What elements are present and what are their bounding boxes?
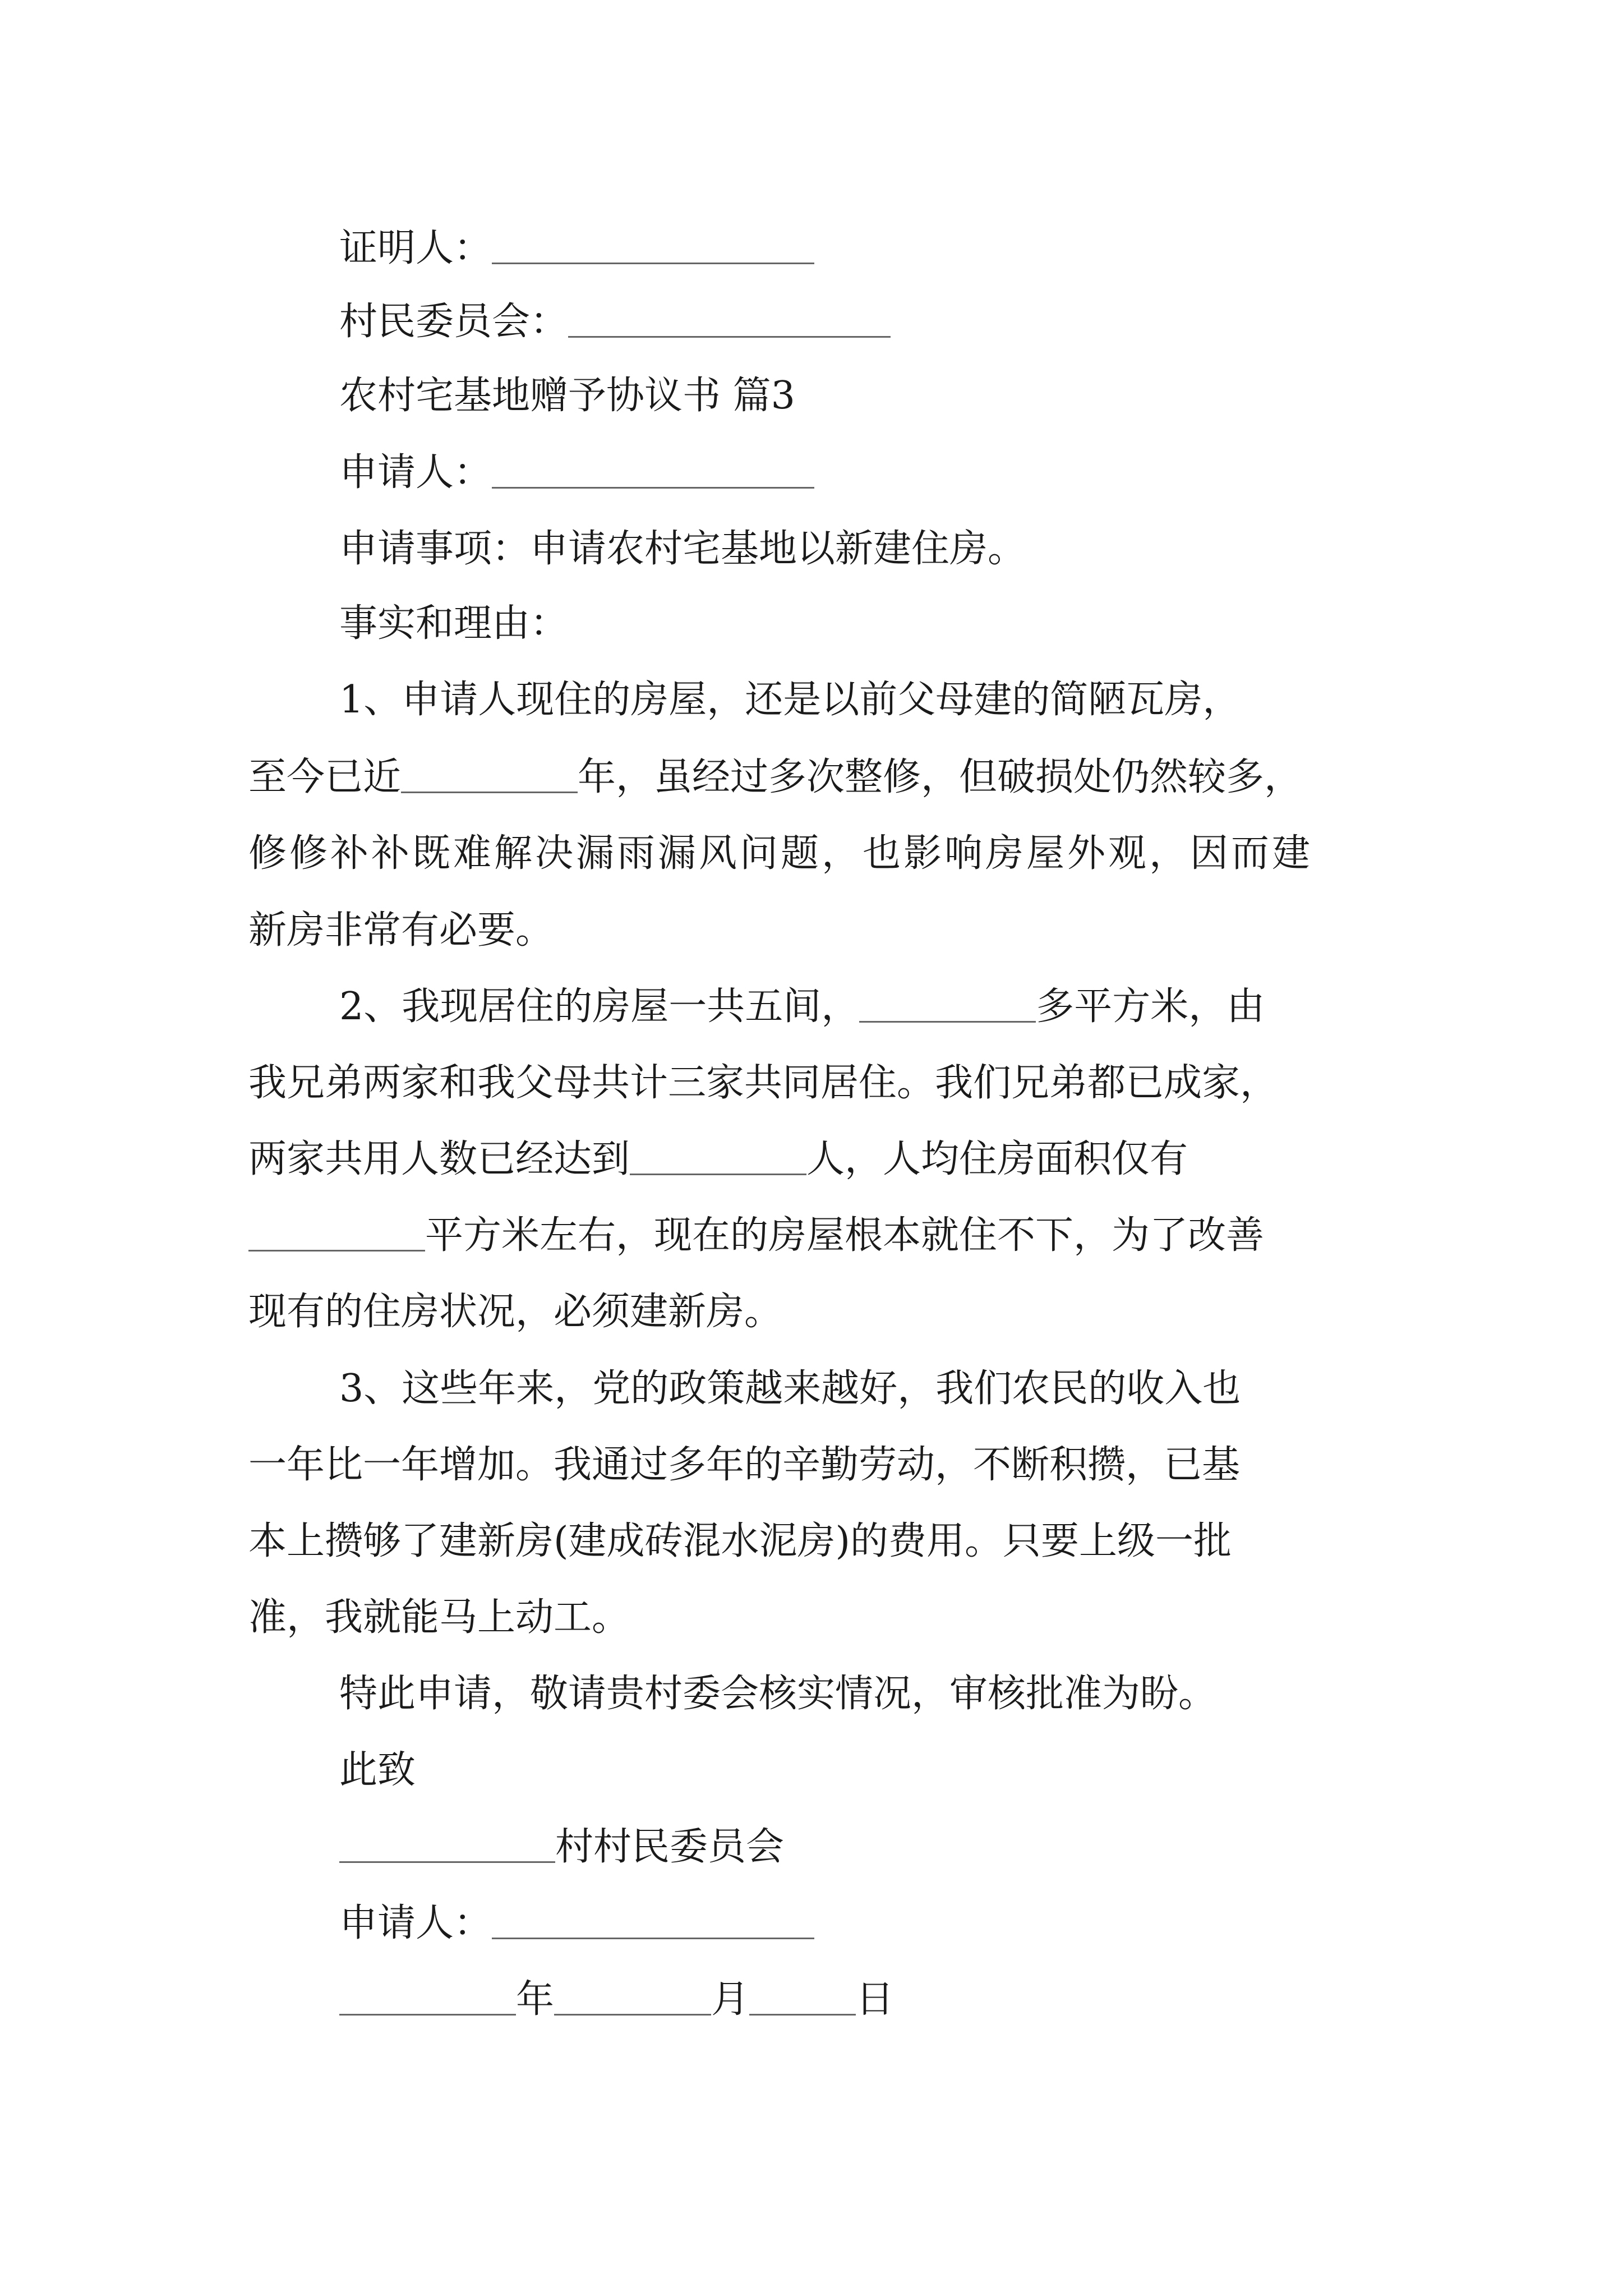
witness-blank: [492, 229, 814, 264]
p3-text-2: 一年比一年增加。我通过多年的辛勤劳动，不断积攒，已基: [248, 1443, 1241, 1487]
salutation-text: 此致: [339, 1748, 416, 1792]
p1-line-2: [0, 751, 1623, 804]
p1-text-2b: 年，虽经过多次整修，但破损处仍然较多，: [578, 755, 1303, 799]
year-blank: [339, 1980, 516, 2016]
applicant-label: 申请人：: [339, 450, 492, 495]
day-blank: [749, 1980, 856, 2016]
p2-line-3: [0, 1133, 1623, 1186]
p1-line-1: [0, 673, 1623, 727]
p1-text-4: 新房非常有必要。: [248, 908, 554, 953]
section-heading-text: 农村宅基地赠予协议书 篇3: [339, 374, 795, 418]
p1-text-2a: 至今已近: [248, 755, 402, 799]
applicant-line: [0, 446, 1623, 500]
years-blank: [401, 758, 578, 793]
p1-text-3: 修修补补既难解决漏雨漏风问题，也影响房屋外观，因而建: [248, 831, 1313, 876]
p2-text-3b: 人，人均住房面积仅有: [806, 1137, 1188, 1181]
date-day-label: 日: [856, 1977, 895, 2022]
p3-line-1: [0, 1362, 1623, 1416]
p2-text-1a: 2、我现居住的房屋一共五间，: [339, 984, 860, 1029]
p3-line-3: [0, 1515, 1623, 1568]
p3-line-2: [0, 1438, 1623, 1492]
applicant-blank: [492, 453, 814, 489]
month-blank: [554, 1980, 711, 2016]
p3-text-3: 本上攒够了建新房(建成砖混水泥房)的费用。只要上级一批: [248, 1519, 1232, 1563]
facts-heading-text: 事实和理由：: [339, 601, 569, 646]
applicant-label-2: 申请人：: [339, 1901, 492, 1945]
closing-line: [0, 1667, 1623, 1721]
per-capita-blank: [248, 1216, 425, 1251]
people-blank: [630, 1140, 806, 1175]
addressee-line: [0, 1820, 1623, 1874]
p2-line-1: [0, 980, 1623, 1034]
section-heading: [0, 369, 1623, 423]
matter-text: 申请事项：申请农村宅基地以新建住房。: [339, 527, 1026, 571]
closing-text: 特此申请，敬请贵村委会核实情况，审核批准为盼。: [339, 1672, 1217, 1716]
p3-text-1: 3、这些年来，党的政策越来越好，我们农民的收入也: [339, 1366, 1241, 1411]
village-committee-line: [0, 295, 1623, 349]
p1-line-3: [0, 827, 1623, 881]
p2-text-4b: 平方米左右，现在的房屋根本就住不下，为了改善: [425, 1213, 1265, 1258]
witness-label: 证明人：: [339, 226, 492, 270]
p2-text-5: 现有的住房状况，必须建新房。: [248, 1290, 783, 1334]
p2-line-5: [0, 1285, 1623, 1339]
applicant-signature-line: [0, 1897, 1623, 1950]
p1-line-4: [0, 904, 1623, 958]
p2-line-4: [0, 1209, 1623, 1263]
p3-line-4: [0, 1591, 1623, 1645]
village-committee-blank: [568, 302, 891, 338]
witness-line: [0, 222, 1623, 275]
p2-text-1b: 多平方米，由: [1036, 984, 1265, 1029]
p2-text-3a: 两家共用人数已经达到: [248, 1137, 630, 1181]
addressee-suffix: 村村民委员会: [555, 1825, 785, 1869]
matter-line: [0, 522, 1623, 576]
village-name-blank: [339, 1828, 555, 1863]
p1-text-1: 1、申请人现住的房屋，还是以前父母建的简陋瓦房，: [339, 678, 1241, 722]
facts-heading: [0, 597, 1623, 651]
p2-text-2: 我兄弟两家和我父母共计三家共同居住。我们兄弟都已成家，: [248, 1061, 1279, 1105]
date-month-label: 月: [711, 1977, 750, 2022]
date-line: [0, 1973, 1623, 2027]
area-blank: [859, 987, 1036, 1023]
date-year-label: 年: [516, 1977, 555, 2022]
salutation-line: [0, 1743, 1623, 1797]
p2-line-2: [0, 1056, 1623, 1110]
applicant-signature-blank: [492, 1904, 814, 1939]
p3-text-4: 准，我就能马上动工。: [248, 1595, 630, 1640]
village-committee-label: 村民委员会：: [339, 300, 569, 344]
